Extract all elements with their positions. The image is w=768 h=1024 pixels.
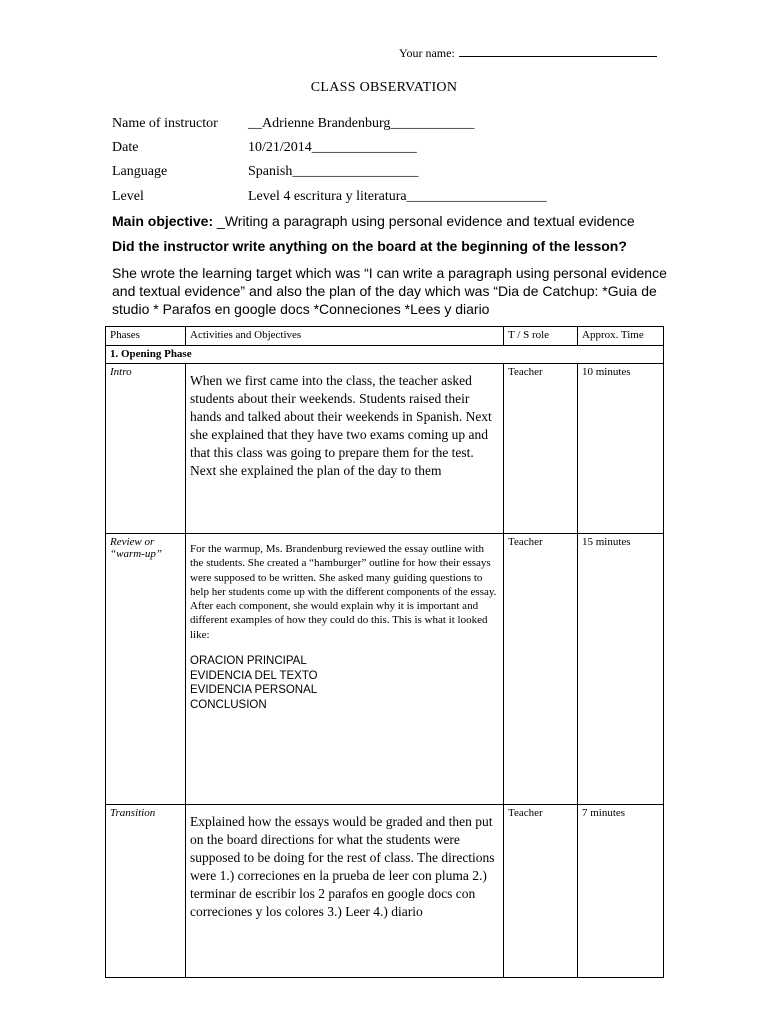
date-label: Date xyxy=(112,140,139,155)
phase-transition: Transition xyxy=(106,805,186,978)
main-objective-label: Main objective: xyxy=(112,213,214,229)
table-row xyxy=(106,364,664,534)
your-name-label: Your name: xyxy=(399,46,455,60)
list-item: EVIDENCIA PERSONAL xyxy=(190,684,318,697)
instructor-value: __Adrienne Brandenburg____________ xyxy=(248,116,475,131)
role-warmup: Teacher xyxy=(504,534,578,805)
time-warmup: 15 minutes xyxy=(578,534,664,805)
activity-warmup: For the warmup, Ms. Brandenburg reviewed the essay outline with the students. She created a “hamburger” outline for how their essays were supposed to be written. She asked many guiding questions to help her students come up with the different components of the essay. After each component, she would explain why it is important and different examples of how they could do this. This is what it looked like: xyxy=(190,543,497,641)
activity-cell xyxy=(186,534,504,805)
list-item: CONCLUSION xyxy=(190,698,267,711)
section-opening-phase: 1. Opening Phase xyxy=(106,346,664,364)
your-name-underline xyxy=(459,46,657,57)
board-answer: She wrote the learning target which was “I can write a paragraph using personal evidence and textual evidence” and also the plan of the day which was “Dia de Catchup: *Guia de studio * Parafos en google docs *Conneciones *Lees y diario xyxy=(112,265,667,317)
language-label: Language xyxy=(112,164,168,179)
board-question: Did the instructor write anything on the board at the beginning of the lesson? xyxy=(112,238,627,254)
time-intro: 10 minutes xyxy=(578,364,664,534)
phase-intro: Intro xyxy=(106,364,186,534)
role-transition: Teacher xyxy=(504,805,578,978)
header-role: T / S role xyxy=(504,327,578,346)
level-value: Level 4 escritura y literatura____________________ xyxy=(248,189,547,204)
list-item: ORACION PRINCIPAL xyxy=(190,655,307,668)
list-item: EVIDENCIA DEL TEXTO xyxy=(190,669,318,682)
header-phases: Phases xyxy=(106,327,186,346)
activity-intro: When we first came into the class, the teacher asked students about their weekends. Students raised their hands and talked about their weekends in Spanish. Next she explained that they have two exams coming up and that this class was going to prepare them for the test. Next she explained the plan of the day to them xyxy=(190,373,492,478)
header-time: Approx. Time xyxy=(578,327,664,346)
your-name-field xyxy=(399,46,657,61)
table-row xyxy=(106,534,664,805)
table-header-row xyxy=(106,327,664,346)
instructor-label: Name of instructor xyxy=(112,116,218,131)
main-objective-value: _Writing a paragraph using personal evidence and textual evidence xyxy=(213,213,635,229)
date-value: 10/21/2014_______________ xyxy=(248,140,417,155)
phase-warmup: Review or “warm-up” xyxy=(106,534,186,805)
time-transition: 7 minutes xyxy=(578,805,664,978)
activity-transition: Explained how the essays would be graded and then put on the board directions for what the students were supposed to be doing for the rest of class. The directions were 1.) correciones en la prueba de leer con pluma 2.) terminar de escribir los 2 parafos en google docs con correciones y los colores 3.) Leer 4.) diario xyxy=(190,814,495,919)
section-row xyxy=(106,346,664,364)
language-value: Spanish__________________ xyxy=(248,164,419,179)
observation-table xyxy=(105,326,664,978)
essay-outline-list xyxy=(190,654,499,712)
table-row xyxy=(106,805,664,978)
role-intro: Teacher xyxy=(504,364,578,534)
header-activities: Activities and Objectives xyxy=(186,327,504,346)
activity-cell xyxy=(186,805,504,978)
level-label: Level xyxy=(112,189,144,204)
main-objective xyxy=(112,213,635,229)
activity-cell xyxy=(186,364,504,534)
page-title: CLASS OBSERVATION xyxy=(310,80,458,95)
